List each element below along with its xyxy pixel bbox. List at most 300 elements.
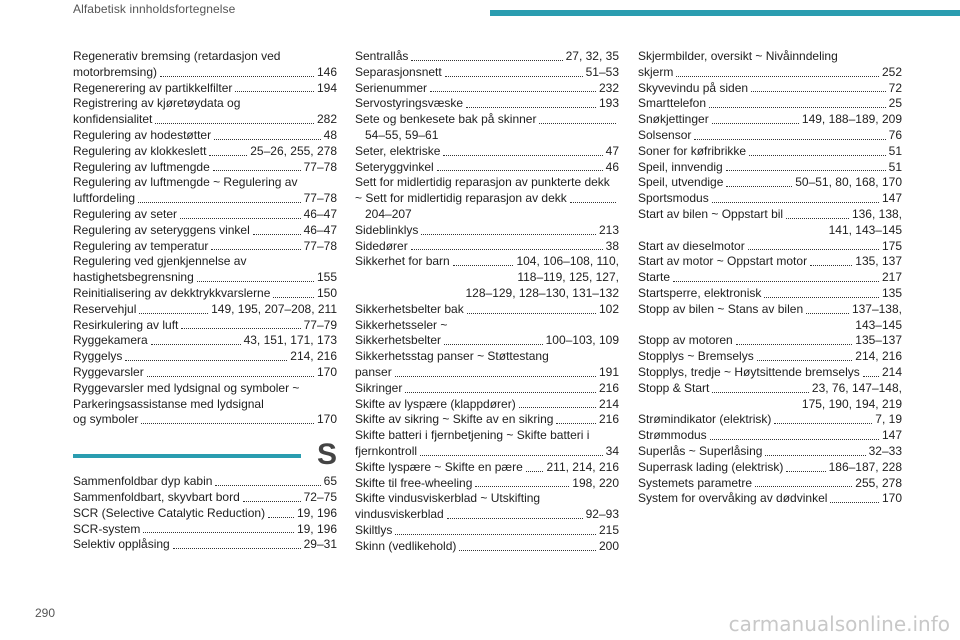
entry-term-line: Skifte batteri i fjernbetjening ~ Skifte batteri i (355, 428, 590, 443)
entry-pages: 7, 19 (875, 412, 902, 427)
dot-leader (215, 485, 320, 486)
entry-term: Stopplys ~ Bremselys (638, 349, 754, 364)
entry-term: Start av dieselmotor (638, 238, 745, 253)
dot-leader (712, 392, 809, 393)
index-entry (355, 239, 619, 255)
index-column-2 (355, 49, 619, 555)
index-entry (355, 144, 619, 160)
entry-term: Sikringer (355, 380, 403, 395)
dot-leader (430, 91, 596, 92)
entry-term: Regulering av hodestøtter (73, 127, 212, 142)
dot-leader (459, 550, 596, 551)
index-entry (73, 333, 337, 349)
index-entry (73, 381, 337, 428)
dot-leader (443, 155, 602, 156)
entry-term: motorbremsing) (73, 64, 158, 79)
entry-term: Superlås ~ Superlåsing (638, 443, 763, 458)
dot-leader (151, 344, 241, 345)
index-entry (73, 128, 337, 144)
index-entry (355, 254, 619, 301)
entry-pages: 46 (605, 159, 619, 174)
entry-pages: 170 (316, 364, 337, 379)
entry-term: Sikkerhet for barn (355, 254, 450, 269)
entry-pages: 136, 138, (851, 206, 902, 221)
dot-leader (411, 249, 603, 250)
dot-leader (180, 218, 301, 219)
entry-pages: 77–78 (303, 159, 337, 174)
entry-term: skjerm (638, 64, 674, 79)
entry-pages: 19, 196 (296, 521, 337, 536)
index-entry (355, 397, 619, 413)
entry-pages: 232 (598, 80, 619, 95)
index-entry (355, 523, 619, 539)
dot-leader (147, 376, 314, 377)
entry-pages: 46–47 (303, 222, 337, 237)
dot-leader (395, 534, 596, 535)
entry-term-line: Ryggevarsler med lydsignal og symboler ~ (73, 380, 300, 395)
index-entry (73, 96, 337, 128)
entry-term: Sete og benkesete bak på skinner (355, 112, 537, 127)
dot-leader (712, 202, 879, 203)
index-entry (638, 160, 902, 176)
entry-term: Ryggekamera (73, 333, 148, 348)
dot-leader (235, 91, 314, 92)
entry-pages: 51–53 (585, 64, 619, 79)
dot-leader (395, 376, 596, 377)
index-entry (73, 474, 337, 490)
entry-pages: 170 (881, 491, 902, 506)
dot-leader (444, 344, 543, 345)
entry-pages: 65 (323, 474, 337, 489)
index-entry (355, 381, 619, 397)
dot-leader (253, 234, 301, 235)
entry-pages: 23, 76, 147–148, (811, 380, 902, 395)
dot-leader (556, 423, 596, 424)
dot-leader (273, 297, 314, 298)
entry-pages: 100–103, 109 (545, 333, 619, 348)
index-entry (73, 223, 337, 239)
entry-term: Solsensor (638, 127, 692, 142)
dot-leader (125, 360, 287, 361)
entry-pages: 216 (598, 380, 619, 395)
entry-term-line: Parkeringsassistanse med lydsignal (73, 396, 264, 411)
entry-pages: 216 (598, 412, 619, 427)
dot-leader (786, 218, 849, 219)
index-entry (73, 254, 337, 286)
index-entries-r (73, 49, 337, 428)
entry-pages: 135 (881, 285, 902, 300)
index-entry (638, 349, 902, 365)
entry-pages-continued: 141, 143–145 (828, 222, 902, 237)
dot-leader (726, 170, 886, 171)
dot-leader (764, 297, 879, 298)
entry-term-line: Registrering av kjøretøydata og (73, 96, 241, 111)
entry-term: Serienummer (355, 80, 428, 95)
entry-term-line: Sett for midlertidig reparasjon av punkterte dekk (355, 175, 610, 190)
dot-leader (209, 155, 247, 156)
index-entry (638, 239, 902, 255)
dot-leader (749, 155, 886, 156)
entry-pages: 77–78 (303, 238, 337, 253)
index-entry (355, 476, 619, 492)
index-entry (73, 365, 337, 381)
entry-term: Speil, utvendige (638, 175, 724, 190)
entry-term: Ryggevarsler (73, 364, 144, 379)
entry-term: Servostyringsvæske (355, 96, 464, 111)
entry-term: Separasjonsnett (355, 64, 442, 79)
entry-term: Regulering av temperatur (73, 238, 209, 253)
entry-term: fjernkontroll (355, 443, 418, 458)
entry-term: Regulering av klokkeslett (73, 143, 207, 158)
entry-pages: 214 (598, 396, 619, 411)
entry-term: Start av bilen ~ Oppstart bil (638, 206, 784, 221)
index-entry (73, 537, 337, 553)
index-entry (73, 144, 337, 160)
entry-pages: 147 (881, 428, 902, 443)
entry-term-line: Sikkerhetsseler ~ (355, 317, 448, 332)
entry-term: Start av motor ~ Oppstart motor (638, 254, 808, 269)
entry-pages: 72 (888, 80, 902, 95)
index-entry (355, 302, 619, 318)
dot-leader (539, 123, 616, 124)
entry-pages: 34 (605, 443, 619, 458)
entry-term: panser (355, 364, 392, 379)
entry-term-line: Skjermbilder, oversikt ~ Nivåinndeling (638, 49, 838, 63)
entry-pages: 211, 214, 216 (546, 459, 619, 474)
entry-term: konfidensialitet (73, 112, 153, 127)
entry-pages: 25–26, 255, 278 (250, 143, 337, 158)
entry-term: Seter, elektriske (355, 143, 441, 158)
index-entry (355, 349, 619, 381)
dot-leader (447, 518, 583, 519)
dot-leader (786, 471, 825, 472)
entry-pages: 77–78 (303, 191, 337, 206)
entry-term: Stopp av motoren (638, 333, 733, 348)
entry-pages: 38 (605, 238, 619, 253)
entry-term: Strømindikator (elektrisk) (638, 412, 772, 427)
dot-leader (710, 439, 879, 440)
entry-pages: 255, 278 (855, 475, 902, 490)
entry-pages: 170 (316, 412, 337, 427)
index-entry (355, 175, 619, 222)
dot-leader (765, 455, 865, 456)
entry-pages: 194 (316, 80, 337, 95)
entry-term: Skifte til free-wheeling (355, 475, 473, 490)
entry-term: Sikkerhetsbelter (355, 333, 442, 348)
entry-pages: 137–138, (851, 301, 902, 316)
dot-leader (181, 328, 300, 329)
index-entry (73, 302, 337, 318)
entry-pages: 135–137 (855, 333, 902, 348)
section-letter: S (316, 438, 337, 472)
dot-leader (405, 392, 596, 393)
dot-leader (411, 60, 562, 61)
dot-leader (268, 517, 294, 518)
entry-term-line: Skifte vindusviskerblad ~ Utskifting (355, 491, 541, 506)
entry-pages: 72–75 (303, 489, 337, 504)
entry-pages: 147 (881, 191, 902, 206)
index-entry (73, 207, 337, 223)
index-entry (638, 144, 902, 160)
dot-leader (421, 234, 596, 235)
entry-term-line: Regulering av luftmengde ~ Regulering av (73, 175, 298, 190)
index-entry (638, 207, 902, 239)
index-entry (638, 491, 902, 507)
header-accent-bar (490, 10, 960, 16)
dot-leader (673, 281, 879, 282)
dot-leader (160, 76, 314, 77)
entry-term: Stopp av bilen ~ Stans av bilen (638, 301, 804, 316)
entry-term: Starte (638, 270, 671, 285)
entry-term: SCR (Selective Catalytic Reduction) (73, 505, 266, 520)
index-entry (355, 160, 619, 176)
entry-term-line: Sikkerhetsstag panser ~ Støttestang (355, 349, 549, 364)
index-entry (638, 428, 902, 444)
dot-leader (676, 76, 879, 77)
index-entry (73, 318, 337, 334)
entry-pages-continued: 204–207 (365, 206, 412, 221)
dot-leader (445, 76, 583, 77)
index-entry (638, 128, 902, 144)
entry-term: luftfordeling (73, 191, 136, 206)
index-entry (355, 49, 619, 65)
index-entry (355, 318, 619, 350)
entry-term-line: Regenerativ bremsing (retardasjon ved (73, 49, 281, 63)
index-entry (355, 112, 619, 144)
entry-term: Sikkerhetsbelter bak (355, 301, 464, 316)
dot-leader (466, 107, 596, 108)
entry-term: Soner for køfribrikke (638, 143, 747, 158)
index-entry (638, 412, 902, 428)
entry-term: og symboler (73, 412, 139, 427)
entry-pages: 27, 32, 35 (565, 49, 619, 63)
entry-term: Skifte lyspære ~ Skifte en pære (355, 459, 523, 474)
entry-pages: 102 (598, 301, 619, 316)
dot-leader (420, 455, 603, 456)
entry-term: Sidedører (355, 238, 408, 253)
index-entry (73, 49, 337, 81)
entry-term: Strømmodus (638, 428, 707, 443)
entry-pages: 200 (598, 538, 619, 553)
entry-term: Sentrallås (355, 49, 409, 63)
dot-leader (519, 407, 596, 408)
dot-leader (197, 281, 314, 282)
dot-leader (213, 170, 301, 171)
index-entry (638, 286, 902, 302)
entry-pages: 191 (598, 364, 619, 379)
index-entry (355, 81, 619, 97)
entry-pages: 46–47 (303, 206, 337, 221)
entry-term: Snøkjettinger (638, 112, 709, 127)
index-entry (355, 412, 619, 428)
index-entry (73, 286, 337, 302)
dot-leader (143, 532, 294, 533)
dot-leader (757, 360, 853, 361)
entry-term: Skifte av sikring ~ Skifte av en sikring (355, 412, 554, 427)
entry-term: Sideblinklys (355, 222, 419, 237)
index-entry (355, 65, 619, 81)
index-entry (73, 522, 337, 538)
entry-term: hastighetsbegrensning (73, 270, 194, 285)
index-entry (638, 96, 902, 112)
dot-leader (526, 471, 544, 472)
entry-term: Regulering av seter (73, 206, 178, 221)
index-column-3 (638, 49, 902, 507)
index-entry (638, 381, 902, 413)
dot-leader (214, 139, 321, 140)
dot-leader (243, 501, 301, 502)
index-entries-s (73, 474, 337, 553)
index-entry (355, 460, 619, 476)
dot-leader (863, 376, 879, 377)
page-number: 290 (35, 606, 56, 620)
dot-leader (774, 423, 872, 424)
entry-pages: 29–31 (303, 537, 337, 552)
index-entry (355, 491, 619, 523)
index-entry (638, 191, 902, 207)
dot-leader (155, 123, 314, 124)
dot-leader (475, 486, 569, 487)
entry-term: Regenerering av partikkelfilter (73, 80, 233, 95)
dot-leader (726, 186, 792, 187)
index-entry (638, 254, 902, 270)
dot-leader (712, 123, 799, 124)
entry-term: Startsperre, elektronisk (638, 285, 762, 300)
entry-pages: 76 (888, 127, 902, 142)
dot-leader (751, 91, 886, 92)
entry-term: Sportsmodus (638, 191, 709, 206)
entry-pages: 146 (316, 64, 337, 79)
dot-leader (755, 486, 852, 487)
entry-pages: 149, 188–189, 209 (801, 112, 902, 127)
entry-pages: 104, 106–108, 110, (516, 254, 619, 269)
entry-term: Skifte av lyspære (klappdører) (355, 396, 516, 411)
entry-pages: 92–93 (585, 507, 619, 522)
entry-term: Seteryggvinkel (355, 159, 434, 174)
entry-term: Reservehjul (73, 301, 137, 316)
dot-leader (211, 249, 300, 250)
entry-term: Regulering av luftmengde (73, 159, 210, 174)
section-header-s (73, 434, 337, 474)
entry-term: Speil, innvendig (638, 159, 723, 174)
entry-term: ~ Sett for midlertidig reparasjon av dekk (355, 191, 567, 206)
index-entry (355, 96, 619, 112)
index-entry (638, 333, 902, 349)
entry-pages: 198, 220 (572, 475, 619, 490)
entry-pages: 149, 195, 207–208, 211 (211, 301, 337, 316)
entry-pages: 252 (881, 64, 902, 79)
running-header: Alfabetisk innholdsfortegnelse (73, 2, 236, 16)
watermark: carmanualsonline.info (728, 612, 950, 636)
index-column-1 (73, 49, 337, 553)
entry-pages: 282 (316, 112, 337, 127)
dot-leader (810, 265, 852, 266)
entry-term: Regulering av seteryggens vinkel (73, 222, 250, 237)
entry-pages-continued: 128–129, 128–130, 131–132 (465, 285, 619, 300)
entry-term: SCR-system (73, 521, 141, 536)
entry-pages: 155 (316, 270, 337, 285)
entry-pages-continued: 175, 190, 194, 219 (801, 396, 902, 411)
dot-leader (141, 423, 314, 424)
index-entry (73, 175, 337, 207)
entry-pages: 48 (323, 127, 337, 142)
index-entry (638, 365, 902, 381)
entry-pages: 215 (598, 522, 619, 537)
entry-term: Skyvevindu på siden (638, 80, 749, 95)
dot-leader (570, 202, 616, 203)
entry-term: Sammenfoldbart, skyvbart bord (73, 489, 240, 504)
dot-leader (830, 502, 879, 503)
index-entry (73, 239, 337, 255)
index-entry (355, 223, 619, 239)
index-entry (73, 160, 337, 176)
entry-pages: 43, 151, 171, 173 (243, 333, 337, 348)
entry-pages: 25 (888, 96, 902, 111)
dot-leader (736, 344, 853, 345)
entry-pages: 214, 216 (855, 349, 902, 364)
index-entry (638, 444, 902, 460)
entry-pages: 214 (881, 364, 902, 379)
entry-pages: 175 (881, 238, 902, 253)
index-entry (638, 49, 902, 81)
index-entry (638, 460, 902, 476)
index-entry (73, 81, 337, 97)
dot-leader (139, 313, 208, 314)
dot-leader (173, 548, 301, 549)
entry-pages: 47 (605, 143, 619, 158)
index-entry (638, 270, 902, 286)
dot-leader (467, 313, 596, 314)
entry-term: Ryggelys (73, 349, 123, 364)
index-entry (73, 490, 337, 506)
index-entry (73, 506, 337, 522)
entry-pages: 77–79 (303, 317, 337, 332)
entry-term: Superrask lading (elektrisk) (638, 459, 784, 474)
dot-leader (437, 170, 603, 171)
entry-term: Systemets parametre (638, 475, 753, 490)
entry-term-line: Regulering ved gjenkjennelse av (73, 254, 247, 269)
entry-pages: 50–51, 80, 168, 170 (795, 175, 902, 190)
index-entry (73, 349, 337, 365)
index-entry (638, 175, 902, 191)
entry-term: Stopplys, tredje ~ Høytsittende bremselys (638, 364, 860, 379)
entry-term: Sammenfoldbar dyp kabin (73, 474, 213, 489)
entry-pages: 32–33 (868, 443, 902, 458)
index-entry (638, 476, 902, 492)
dot-leader (806, 313, 849, 314)
entry-term: Reinitialisering av dekktrykkvarslerne (73, 285, 271, 300)
entry-term: Stopp & Start (638, 380, 710, 395)
entry-pages: 19, 196 (296, 505, 337, 520)
entry-pages: 186–187, 228 (828, 459, 902, 474)
entry-pages-continued: 143–145 (855, 317, 902, 332)
entry-pages: 217 (881, 270, 902, 285)
entry-term: Selektiv opplåsing (73, 537, 170, 552)
dot-leader (694, 139, 885, 140)
entry-pages: 51 (888, 159, 902, 174)
section-rule (73, 454, 301, 458)
entry-pages: 51 (888, 143, 902, 158)
entry-term: Skinn (vedlikehold) (355, 538, 457, 553)
entry-term: vindusviskerblad (355, 507, 444, 522)
entry-pages: 150 (316, 285, 337, 300)
entry-pages-continued: 54–55, 59–61 (365, 127, 439, 142)
entry-pages: 214, 216 (290, 349, 337, 364)
index-entry (638, 112, 902, 128)
index-entry (638, 302, 902, 334)
dot-leader (709, 107, 886, 108)
entry-pages-continued: 118–119, 125, 127, (517, 270, 619, 285)
